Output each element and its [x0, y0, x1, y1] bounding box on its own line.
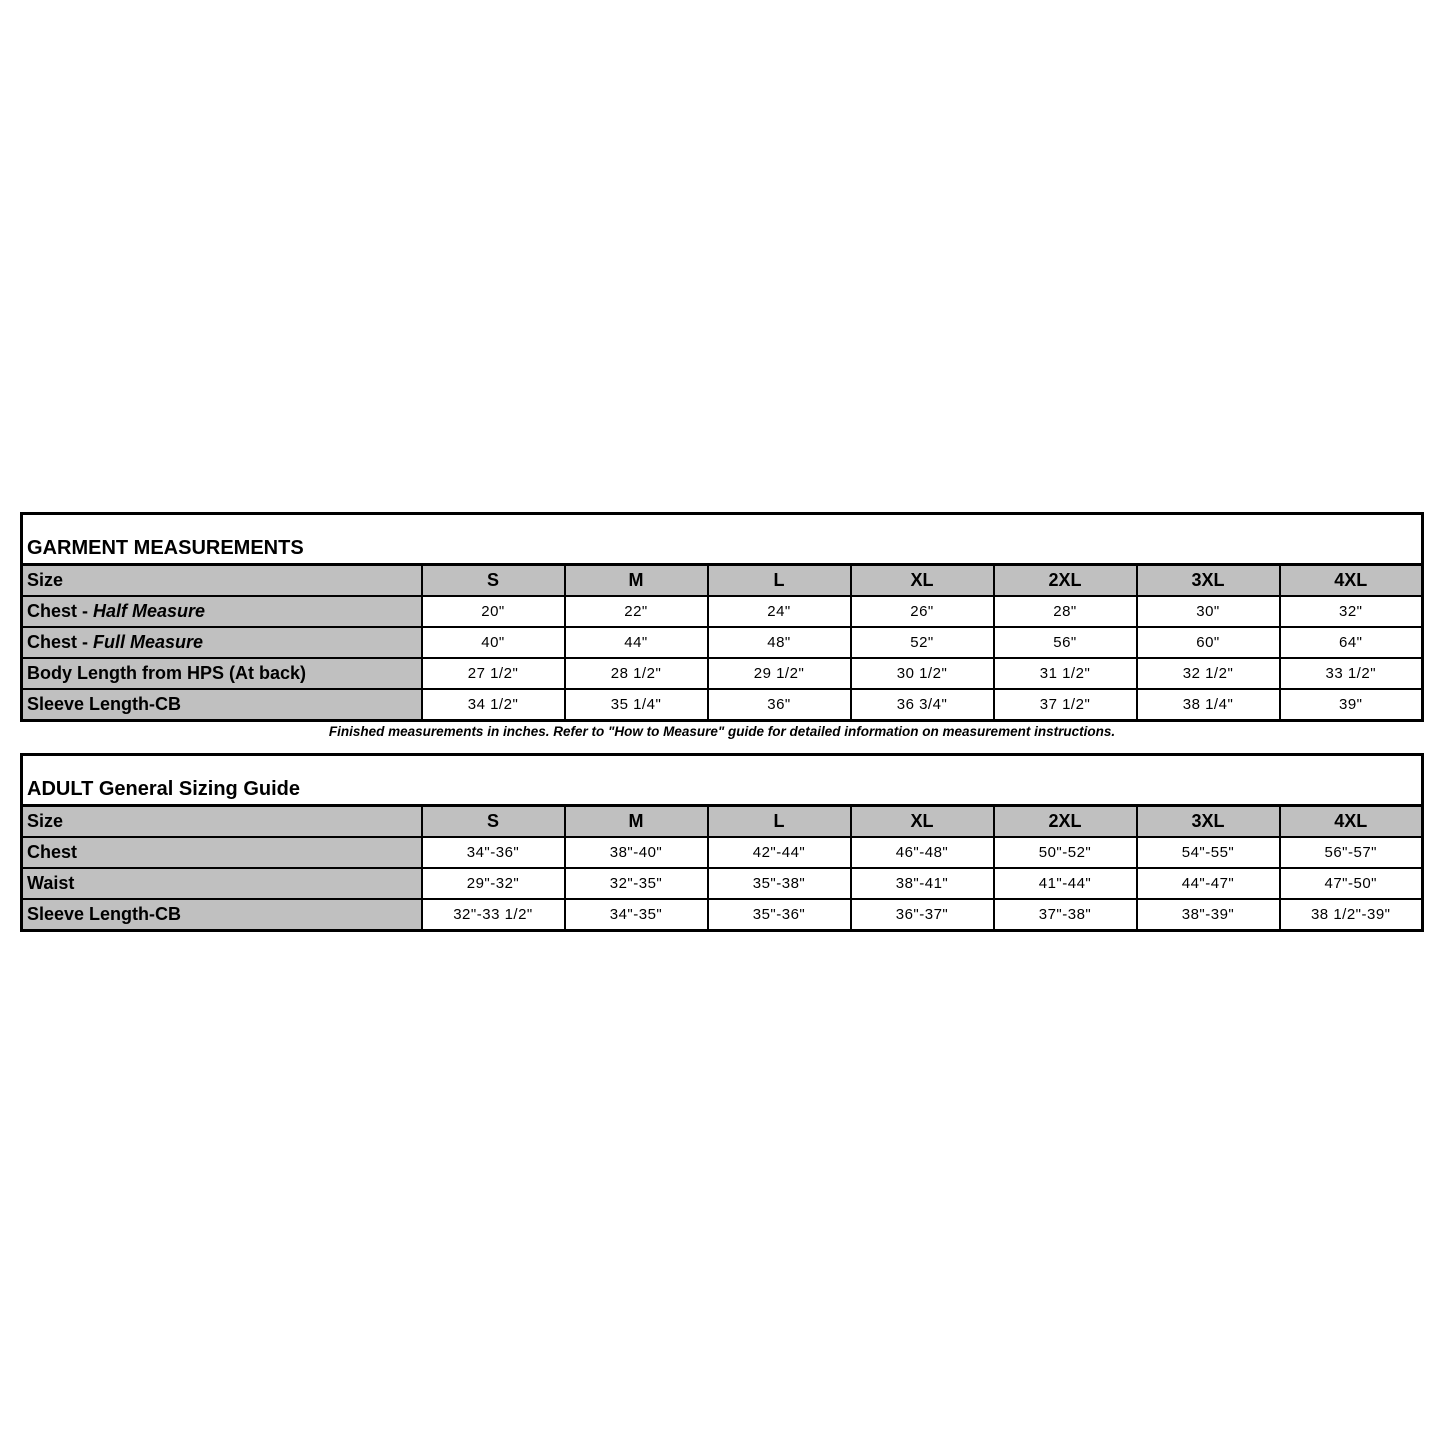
cell-value: 38"-39" — [1137, 899, 1280, 931]
cell-value: 34 1/2" — [422, 689, 565, 721]
cell-value: 36" — [708, 689, 851, 721]
size-label: Size — [22, 806, 422, 838]
size-header: 3XL — [1137, 806, 1280, 838]
cell-value: 52" — [851, 627, 994, 658]
cell-value: 38"-40" — [565, 837, 708, 868]
table-title-row — [22, 514, 1423, 565]
table-title-row — [22, 755, 1423, 806]
cell-value: 47"-50" — [1280, 868, 1423, 899]
cell-value: 34"-36" — [422, 837, 565, 868]
cell-value: 35"-36" — [708, 899, 851, 931]
row-label: Sleeve Length-CB — [22, 899, 422, 931]
row-label-italic: Half Measure — [93, 601, 206, 621]
cell-value: 46"-48" — [851, 837, 994, 868]
cell-value: 32"-33 1/2" — [422, 899, 565, 931]
cell-value: 31 1/2" — [994, 658, 1137, 689]
cell-value: 56" — [994, 627, 1137, 658]
cell-value: 41"-44" — [994, 868, 1137, 899]
row-label-text: Body Length from HPS (At back) — [27, 663, 307, 683]
table-title: ADULT General Sizing Guide — [22, 755, 1423, 806]
row-label — [22, 627, 422, 658]
size-header: L — [708, 806, 851, 838]
garment-measurements-table-wrapper — [20, 512, 1424, 722]
table-title: GARMENT MEASUREMENTS — [22, 514, 1423, 565]
size-header: L — [708, 565, 851, 597]
row-label-text: Chest - — [27, 601, 94, 621]
row-label-text: Chest - — [27, 632, 94, 652]
size-header: M — [565, 806, 708, 838]
cell-value: 32" — [1280, 596, 1423, 627]
table-row — [22, 658, 1423, 689]
cell-value: 44" — [565, 627, 708, 658]
table-row — [22, 837, 1423, 868]
row-label — [22, 689, 422, 721]
table-row — [22, 689, 1423, 721]
size-header: XL — [851, 565, 994, 597]
table-row — [22, 596, 1423, 627]
cell-value: 38"-41" — [851, 868, 994, 899]
cell-value: 34"-35" — [565, 899, 708, 931]
cell-value: 20" — [422, 596, 565, 627]
measurement-note: Finished measurements in inches. Refer to "How to Measure" guide for detailed information on measurement instructions. — [328, 724, 1116, 739]
table-row — [22, 899, 1423, 931]
cell-value: 36 3/4" — [851, 689, 994, 721]
cell-value: 50"-52" — [994, 837, 1137, 868]
cell-value: 39" — [1280, 689, 1423, 721]
row-label-text: Sleeve Length-CB — [27, 694, 182, 714]
cell-value: 56"-57" — [1280, 837, 1423, 868]
size-header: S — [422, 806, 565, 838]
cell-value: 48" — [708, 627, 851, 658]
cell-value: 28 1/2" — [565, 658, 708, 689]
cell-value: 29 1/2" — [708, 658, 851, 689]
cell-value: 30 1/2" — [851, 658, 994, 689]
size-header: 3XL — [1137, 565, 1280, 597]
cell-value: 28" — [994, 596, 1137, 627]
cell-value: 29"-32" — [422, 868, 565, 899]
size-header: 4XL — [1280, 565, 1423, 597]
row-label — [22, 596, 422, 627]
cell-value: 32 1/2" — [1137, 658, 1280, 689]
cell-value: 35 1/4" — [565, 689, 708, 721]
cell-value: 64" — [1280, 627, 1423, 658]
adult-sizing-guide-table — [20, 753, 1424, 932]
cell-value: 38 1/2"-39" — [1280, 899, 1423, 931]
row-label — [22, 658, 422, 689]
cell-value: 26" — [851, 596, 994, 627]
row-label-italic: Full Measure — [93, 632, 204, 652]
size-header: 2XL — [994, 806, 1137, 838]
size-label: Size — [22, 565, 422, 597]
table-row — [22, 868, 1423, 899]
size-header: 4XL — [1280, 806, 1423, 838]
size-header: 2XL — [994, 565, 1137, 597]
cell-value: 37 1/2" — [994, 689, 1137, 721]
cell-value: 36"-37" — [851, 899, 994, 931]
cell-value: 44"-47" — [1137, 868, 1280, 899]
cell-value: 27 1/2" — [422, 658, 565, 689]
cell-value: 40" — [422, 627, 565, 658]
size-header: S — [422, 565, 565, 597]
adult-sizing-guide-wrapper — [20, 753, 1424, 932]
cell-value: 54"-55" — [1137, 837, 1280, 868]
cell-value: 22" — [565, 596, 708, 627]
garment-measurements-table — [20, 512, 1424, 722]
cell-value: 30" — [1137, 596, 1280, 627]
size-header-row — [22, 565, 1423, 597]
cell-value: 35"-38" — [708, 868, 851, 899]
cell-value: 38 1/4" — [1137, 689, 1280, 721]
cell-value: 24" — [708, 596, 851, 627]
cell-value: 33 1/2" — [1280, 658, 1423, 689]
cell-value: 32"-35" — [565, 868, 708, 899]
row-label: Waist — [22, 868, 422, 899]
size-header: XL — [851, 806, 994, 838]
row-label: Chest — [22, 837, 422, 868]
cell-value: 42"-44" — [708, 837, 851, 868]
size-header: M — [565, 565, 708, 597]
cell-value: 60" — [1137, 627, 1280, 658]
size-header-row — [22, 806, 1423, 838]
table-row — [22, 627, 1423, 658]
cell-value: 37"-38" — [994, 899, 1137, 931]
